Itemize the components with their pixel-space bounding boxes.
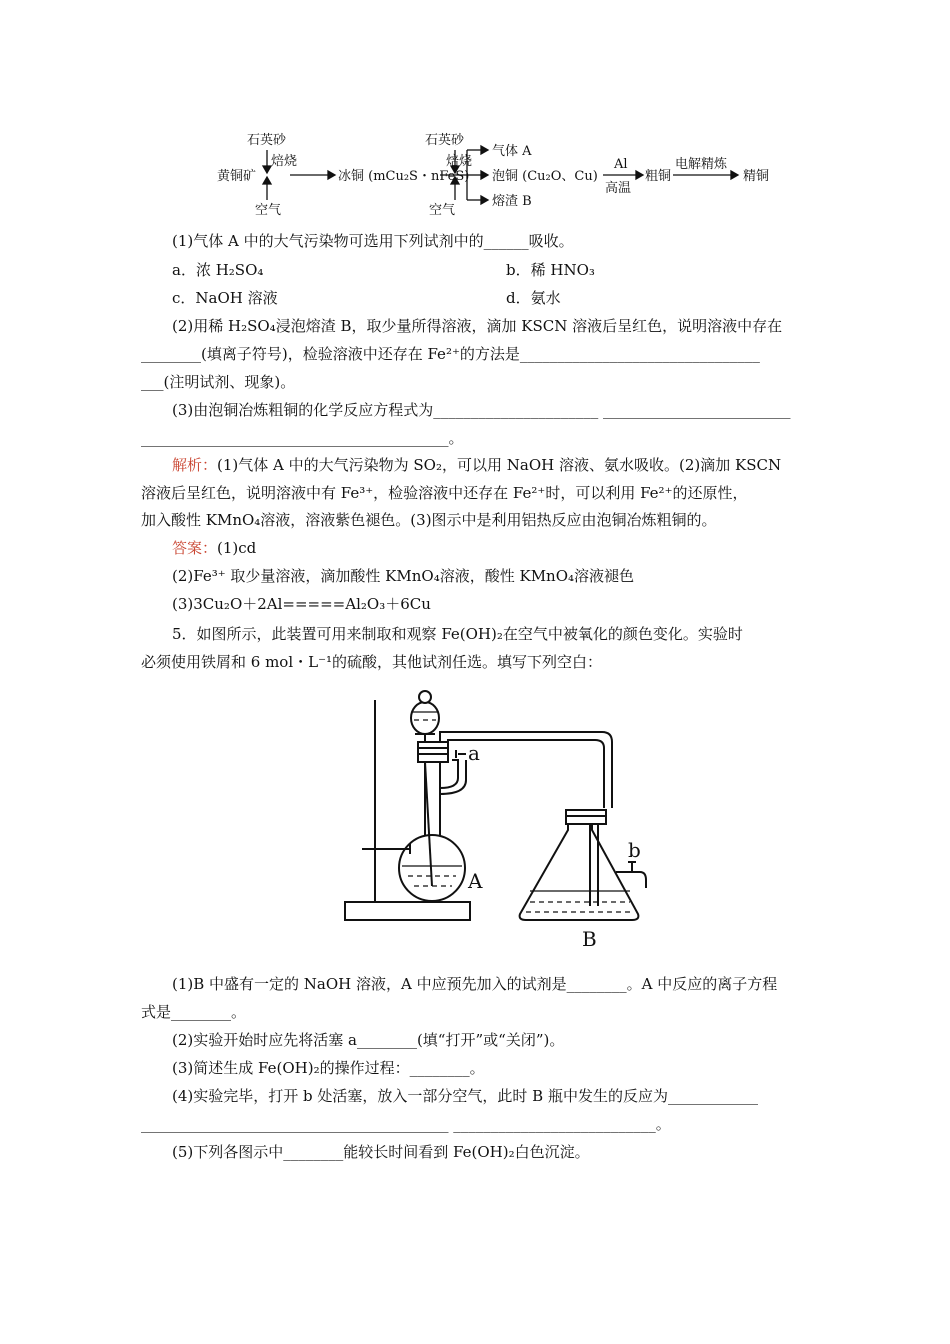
q4-part2-line1: (2)用稀 H₂SO₄浸泡熔渣 B，取少量所得溶液，滴加 KSCN 溶液后呈红色，说明溶液中存在 — [172, 317, 783, 335]
flow-slag-b: 熔渣 B — [492, 194, 532, 209]
q4-part3-line1: (3)由泡铜冶炼粗铜的化学反应方程式为______________________ _________________________ — [172, 401, 791, 419]
analysis-label: 解析： — [172, 456, 218, 474]
flow-fine-copper: 精铜 — [743, 169, 770, 184]
q5-intro-line1: 5．如图所示，此装置可用来制取和观察 Fe(OH)₂在空气中被氧化的颜色变化。实验时 — [172, 625, 743, 643]
q4-option-b: b．稀 HNO₃ — [506, 261, 595, 279]
answer-label: 答案： — [172, 539, 218, 557]
flow-air-1: 空气 — [255, 203, 282, 218]
flow-crude-copper: 粗铜 — [645, 169, 672, 184]
analysis-line3: 加入酸性 KMnO₄溶液，溶液紫色褪色。(3)图示中是利用铝热反应由泡铜冶炼粗铜的。 — [141, 511, 717, 529]
flow-al: Al — [614, 157, 628, 172]
q5-part4-line2: _________________________________________ ___________________________。 — [141, 1115, 671, 1133]
q5-intro-line2: 必须使用铁屑和 6 mol・L⁻¹的硫酸，其他试剂任选。填写下列空白： — [141, 653, 603, 671]
q5-part2: (2)实验开始时应先将活塞 a________(填“打开”或“关闭”)。 — [172, 1031, 565, 1049]
label-flask-B: B — [582, 927, 597, 951]
process-flowchart — [205, 128, 785, 220]
apparatus-diagram — [340, 690, 670, 955]
flow-air-2: 空气 — [429, 203, 456, 218]
flow-matte: 冰铜 (mCu₂S・nFeS) — [338, 169, 470, 184]
flow-roast-1: 焙烧 — [271, 154, 298, 169]
q5-part4-line1: (4)实验完毕，打开 b 处活塞，放入一部分空气，此时 B 瓶中发生的反应为____________ — [172, 1087, 758, 1105]
q4-option-c: c．NaOH 溶液 — [172, 289, 278, 307]
q4-part1: (1)气体 A 中的大气污染物可选用下列试剂中的______吸收。 — [172, 232, 574, 250]
analysis-line1 — [172, 455, 781, 475]
q4-option-a: a．浓 H₂SO₄ — [172, 261, 264, 279]
flow-electrolysis: 电解精炼 — [675, 157, 728, 172]
answer-line2: (2)Fe³⁺ 取少量溶液，滴加酸性 KMnO₄溶液，酸性 KMnO₄溶液褪色 — [172, 567, 635, 585]
flow-high-temp: 高温 — [605, 181, 632, 196]
analysis-line2: 溶液后呈红色，说明溶液中有 Fe³⁺，检验溶液中还存在 Fe²⁺时，可以利用 Fe²⁺的还原性， — [141, 484, 748, 502]
label-valve-a: a — [468, 741, 480, 765]
answer-line1 — [172, 538, 256, 558]
label-outlet-b: b — [628, 838, 641, 862]
q4-part3-line2: _________________________________________。 — [141, 429, 464, 447]
answer-text1: (1)cd — [217, 539, 257, 557]
q5-part1-line1: (1)B 中盛有一定的 NaOH 溶液，A 中应预先加入的试剂是________。A 中反应的离子方程 — [172, 975, 778, 993]
flow-roast-2: 焙烧 — [446, 154, 473, 169]
analysis-text1: (1)气体 A 中的大气污染物为 SO₂，可以用 NaOH 溶液、氨水吸收。(2)滴加 KSCN — [217, 456, 782, 474]
flow-chalcopyrite: 黄铜矿 — [217, 169, 257, 184]
flow-gas-a: 气体 A — [492, 144, 532, 159]
flow-blister: 泡铜 (Cu₂O、Cu) — [492, 169, 598, 184]
answer-line3: (3)3Cu₂O＋2Al=====Al₂O₃＋6Cu — [172, 595, 431, 613]
q5-part3: (3)简述生成 Fe(OH)₂的操作过程：________。 — [172, 1059, 485, 1077]
q4-option-d: d．氨水 — [506, 289, 561, 307]
q4-part2-line2: ________(填离子符号)，检验溶液中还存在 Fe²⁺的方法是________________________________ — [141, 345, 760, 363]
flow-quartz-2: 石英砂 — [425, 133, 465, 148]
q5-part1-line2: 式是________。 — [141, 1003, 247, 1021]
q5-part5: (5)下列各图示中________能较长时间看到 Fe(OH)₂白色沉淀。 — [172, 1143, 590, 1161]
flow-quartz-1: 石英砂 — [247, 133, 287, 148]
q4-part2-line3: ___(注明试剂、现象)。 — [141, 373, 296, 391]
label-flask-A: A — [468, 869, 483, 893]
